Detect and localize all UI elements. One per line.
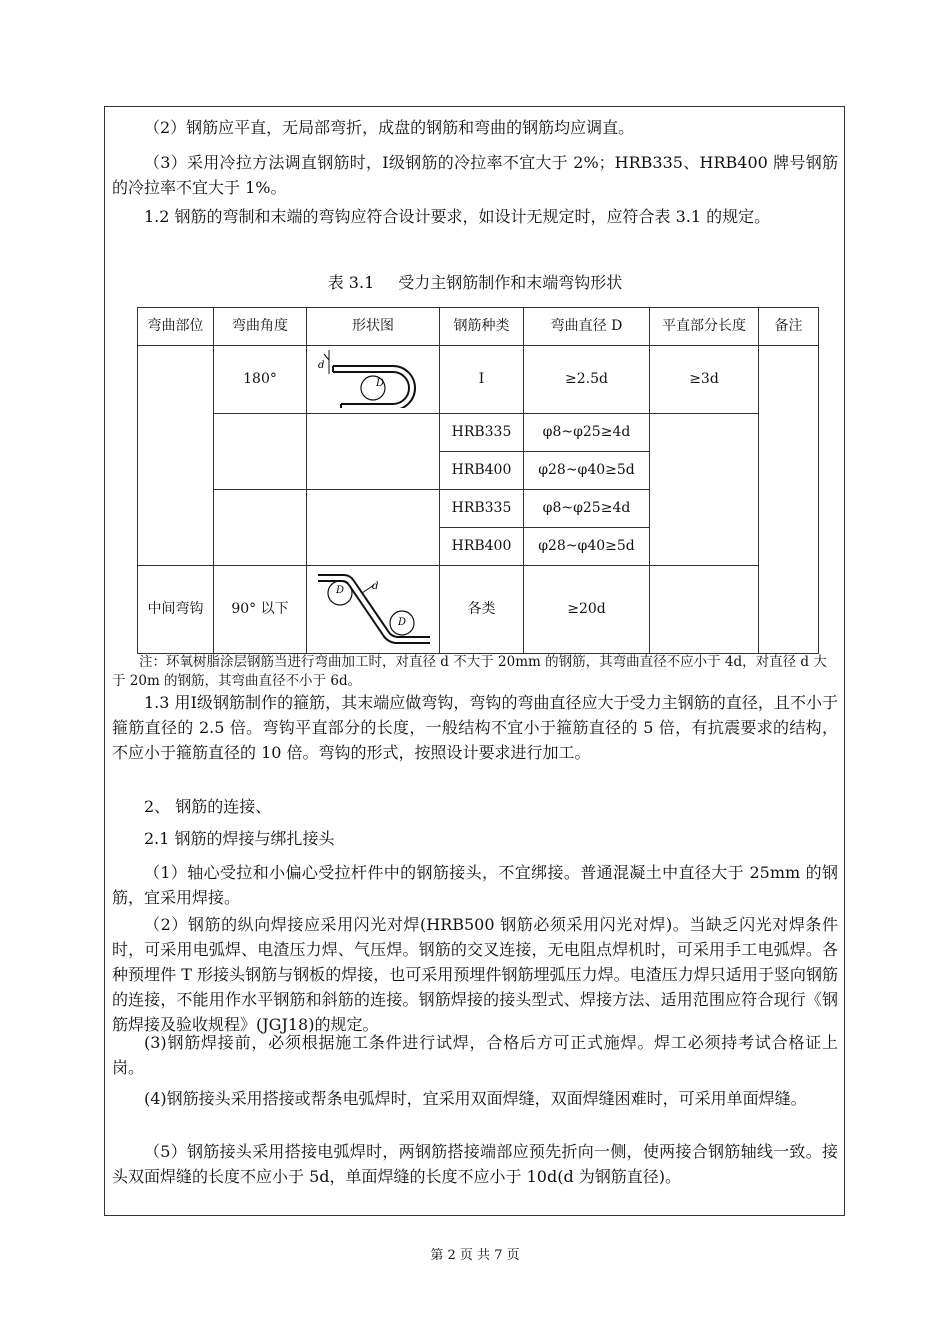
angle-cell: 180° xyxy=(214,346,307,414)
diameter-cell: φ28~φ40≥5d xyxy=(524,452,650,490)
page-footer: 第 2 页 共 7 页 xyxy=(430,1248,520,1263)
paragraph: (4)钢筋接头采用搭接或帮条电弧焊时，宜采用双面焊缝，双面焊缝困难时，可采用单面焊缝。 xyxy=(144,1089,807,1108)
header-angle: 弯曲角度 xyxy=(214,308,307,346)
angle-cell: 90° 以下 xyxy=(214,566,307,654)
table-title xyxy=(0,272,950,294)
type-cell: 各类 xyxy=(440,566,524,654)
hook-180-diagram xyxy=(315,346,431,408)
bending-spec-table xyxy=(137,307,819,654)
header-type: 钢筋种类 xyxy=(440,308,524,346)
header-remark: 备注 xyxy=(759,308,819,346)
table-row xyxy=(138,346,819,414)
type-cell: HRB400 xyxy=(440,528,524,566)
table-number: 表 3.1 xyxy=(327,273,375,292)
header-straight: 平直部分长度 xyxy=(650,308,759,346)
paragraph: 1.2 钢筋的弯制和末端的弯钩应符合设计要求，如设计无规定时，应符合表 3.1 的规定。 xyxy=(144,207,771,226)
table-row xyxy=(138,566,819,654)
bend-diameter-label: D xyxy=(336,585,345,596)
bend-diameter-label: D xyxy=(376,378,385,389)
position-cell-empty xyxy=(138,346,214,566)
header-diameter: 弯曲直径 D xyxy=(524,308,650,346)
table-note: 注：环氧树脂涂层钢筋当进行弯曲加工时，对直径 d 不大于 20mm 的钢筋，其弯曲直径不应小于 4d，对直径 d 大于 20m 的钢筋，其弯曲直径不小于 6d。 xyxy=(112,654,827,689)
table-caption: 受力主钢筋制作和末端弯钩形状 xyxy=(398,273,623,292)
remark-cell-empty xyxy=(759,346,819,654)
shape-cell xyxy=(307,346,440,414)
table-header-row xyxy=(138,308,819,346)
diameter-cell: φ8~φ25≥4d xyxy=(524,490,650,528)
position-cell: 中间弯钩 xyxy=(138,566,214,654)
type-cell: HRB335 xyxy=(440,414,524,452)
straight-cell: ≥3d xyxy=(650,346,759,414)
header-position: 弯曲部位 xyxy=(138,308,214,346)
diameter-cell: ≥20d xyxy=(524,566,650,654)
paragraph: （3）采用冷拉方法调直钢筋时，Ⅰ级钢筋的冷拉率不宜大于 2%；HRB335、HRB400 牌号钢筋的冷拉率不宜大于 1%。 xyxy=(112,153,838,197)
paragraph: （5）钢筋接头采用搭接电弧焊时，两钢筋搭接端部应预先折向一侧，使两接合钢筋轴线一致。接头双面焊缝的长度不应小于 5d，单面焊缝的长度不应小于 10d(d 为钢筋直径)。 xyxy=(112,1142,838,1186)
diameter-cell: φ8~φ25≥4d xyxy=(524,414,650,452)
subsection-heading: 2.1 钢筋的焊接与绑扎接头 xyxy=(144,829,335,848)
diameter-cell: ≥2.5d xyxy=(524,346,650,414)
header-shape: 形状图 xyxy=(307,308,440,346)
section-heading: 2、 钢筋的连接、 xyxy=(144,797,272,816)
paragraph: （2）钢筋应平直，无局部弯折，成盘的钢筋和弯曲的钢筋均应调直。 xyxy=(144,118,635,137)
paragraph: (3)钢筋焊接前，必须根据施工条件进行试焊，合格后方可正式施焊。焊工必须持考试合格证上岗。 xyxy=(112,1033,838,1077)
type-cell: Ⅰ xyxy=(440,346,524,414)
diameter-label: d xyxy=(372,581,379,592)
table-row xyxy=(138,414,819,452)
diameter-label: d xyxy=(318,360,325,371)
paragraph: （1）轴心受拉和小偏心受拉杆件中的钢筋接头，不宜绑接。普通混凝土中直径大于 25mm 的钢筋，宜采用焊接。 xyxy=(112,863,838,907)
type-cell: HRB335 xyxy=(440,490,524,528)
type-cell: HRB400 xyxy=(440,452,524,490)
shape-cell xyxy=(307,566,440,654)
middle-hook-diagram xyxy=(310,567,436,647)
diameter-cell: φ28~φ40≥5d xyxy=(524,528,650,566)
paragraph: 1.3 用Ⅰ级钢筋制作的箍筋，其末端应做弯钩，弯钩的弯曲直径应大于受力主钢筋的直径，且不小于箍筋直径的 2.5 倍。弯钩平直部分的长度，一般结构不宜小于箍筋直径的 5 倍，有抗震要求的结构，不应小于箍筋直径的 10 倍。弯钩的形式，按照设计要求进行加工。 xyxy=(112,693,838,762)
paragraph: （2）钢筋的纵向焊接应采用闪光对焊(HRB500 钢筋必须采用闪光对焊)。当缺乏闪光对焊条件时，可采用电弧焊、电渣压力焊、气压焊。钢筋的交叉连接，无电阻点焊机时，可采用手工电弧焊。各种预埋件 T 形接头钢筋与钢板的焊接，也可采用预埋件钢筋埋弧压力焊。电渣压力焊只适用于竖向钢筋的连接，不能用作水平钢筋和斜筋的连接。钢筋焊接的接头型式、焊接方法、适用范围应符合现行《钢筋焊接及验收规程》(JGJ18)的规定。 xyxy=(112,915,838,1034)
bend-diameter-label: D xyxy=(398,617,407,628)
